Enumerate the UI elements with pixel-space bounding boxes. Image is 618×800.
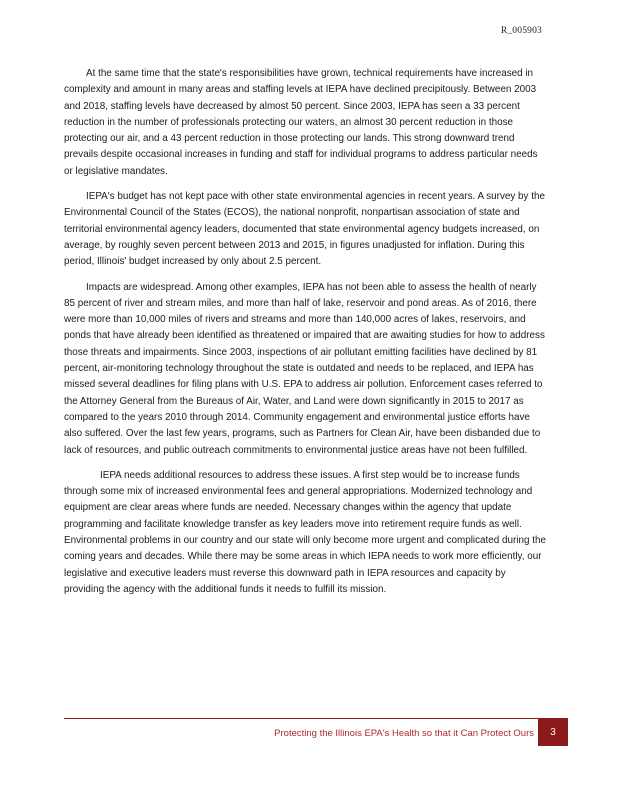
paragraph-budget: IEPA's budget has not kept pace with other state environmental agencies in recent years. A survey by the Environmental Council of the States (ECOS), the national nonprofit, nonpartisan association of state and territorial environmental agency leaders, documented that state environmental agency budgets increased, on average, by roughly seven percent between 2013 and 2015, in figures unadjusted for inflation. During this period, Illinois' budget increased by only about 2.5 percent. [64,191,545,268]
bates-number: R_005903 [500,26,542,36]
document-body [64,66,548,607]
paragraph-resources: IEPA needs additional resources to address these issues. A first step would be to increase funds through some mix of increased environmental fees and general appropriations. Modernized technology and equipment are clear areas where funds are needed. Necessary changes within the agency that update programming and facilitate knowledge transfer as key leaders move into retirement require funds as well. Environmental problems in our country and our state will only become more urgent and complicated during the coming years and decades. While there may be some areas in which IEPA needs to work more efficiently, our legislative and executive leaders must reverse this downward path in IEPA resources and capacity by providing the agency with the additional funds it needs to fulfill its mission. [64,469,546,595]
paragraph-staffing: At the same time that the state's responsibilities have grown, technical requirements have increased in complexity and amount in many areas and staffing levels at IEPA have declined precipitously. Between 2003 and 2018, staffing levels have decreased by almost 50 percent. Since 2003, IEPA has seen a 33 percent reduction in the number of professionals protecting our waters, an almost 30 percent reduction in those protecting our air, and a 43 percent reduction in those protecting our lands. This strong downward trend prevails despite occasional increases in funding and staff for individual programs to address particular needs or legislative mandates. [64,68,538,177]
footer-divider [64,718,554,719]
footer-title: Protecting the Illinois EPA's Health so that it Can Protect Ours [274,728,534,739]
paragraph-impacts: Impacts are widespread. Among other examples, IEPA has not been able to assess the health of nearly 85 percent of river and stream miles, and more than half of lake, reservoir and pond areas. As of 2016, there were more than 10,000 miles of rivers and streams and more than 140,000 acres of lakes, reservoirs, and ponds that have already been identified as threatened or impaired that are awaiting studies for how to address those threats and impairments. Since 2003, inspections of air pollutant emitting facilities have declined by 81 percent, air-monitoring technology throughout the state is outdated and needs to be replaced, and IEPA has missed several deadlines for filing plans with U.S. EPA to address air pollution. Enforcement cases referred to the Attorney General from the Bureaus of Air, Water, and Land were down significantly in 2015 to 2017 as compared to the years 2010 through 2014. Community engagement and environmental justice efforts have also suffered. Over the last few years, programs, such as Partners for Clean Air, have been disbanded due to lack of resources, and public outreach commitments to environmental justice areas have not been fulfilled. [64,281,545,456]
page-number: 3 [550,726,556,738]
page-number-badge [538,718,568,746]
